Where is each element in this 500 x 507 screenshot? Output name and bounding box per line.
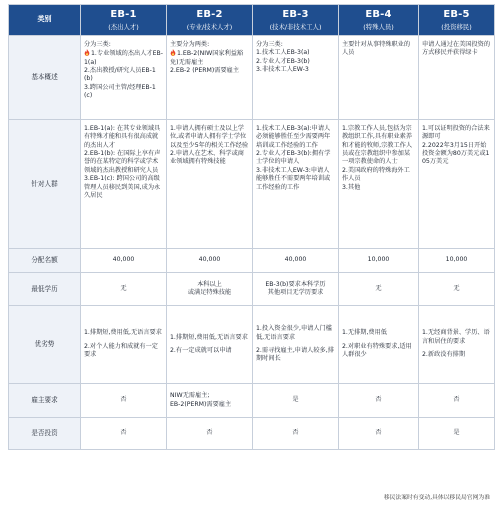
cell-line: 无 — [375, 284, 382, 292]
row-investment — [9, 418, 495, 450]
row-label: 最低学历 — [9, 273, 81, 306]
cell-investment-eb5: 是 — [419, 418, 495, 450]
cell-line: 是 — [292, 396, 299, 404]
cell-line: 申请人通过在美国投资的方式移民并获得绿卡 — [422, 41, 491, 57]
cell-line: 2.EB-2 (PERM)需要雇主 — [170, 67, 240, 75]
header-col-eb3 — [253, 5, 339, 36]
cell-target-eb2 — [167, 120, 253, 249]
cell-line-text: 1.EB-2(NIW国家利益豁免)无需雇主 — [170, 50, 244, 66]
cell-overview-eb1 — [81, 36, 167, 120]
row-label: 针对人群 — [9, 120, 81, 249]
cell-line-text: 1.专业领域的杰出人才EB-1(a) — [84, 50, 163, 66]
cell-education-eb5 — [419, 273, 495, 306]
cell-target-eb5 — [419, 120, 495, 249]
cell-pros-eb4 — [339, 306, 419, 384]
cell-line: 否 — [453, 396, 460, 404]
cell-line: 2.新政没有排期 — [422, 351, 466, 359]
cell-employer-eb1 — [81, 384, 167, 418]
header-code: EB-3 — [282, 8, 309, 20]
cell-line: 2.杰出教授/研究人员EB-1(b) — [84, 67, 156, 83]
comparison-table — [8, 4, 495, 450]
header-sub: (特殊人员) — [363, 23, 394, 32]
cell-quota-eb5: 10,000 — [419, 249, 495, 273]
header-sub: (杰出人才) — [108, 23, 139, 32]
cell-line: 3.非技术工人EW-3:申请人能够胜任不需要两年培训或工作经验的工作 — [256, 166, 331, 191]
cell-overview-eb5 — [419, 36, 495, 120]
cell-quota-eb3: 40,000 — [253, 249, 339, 273]
cell-line: 分为三类: — [256, 41, 283, 48]
cell-education-eb3 — [253, 273, 339, 306]
row-label: 优劣势 — [9, 306, 81, 384]
cell-line: 1.无排期,费用低 — [342, 329, 387, 337]
cell-line: 或满足特殊技能 — [187, 289, 232, 296]
cell-line — [84, 49, 163, 67]
row-label: 是否投资 — [9, 418, 81, 450]
row-label: 分配名额 — [9, 249, 81, 273]
row-label: 基本概述 — [9, 36, 81, 120]
cell-line: 1.技术工人EB-3(a) — [256, 49, 310, 57]
cell-employer-eb5 — [419, 384, 495, 418]
cell-line: 2.需寻找雇主,申请人较多,排期时间长 — [256, 347, 334, 363]
cell-quota-eb1: 40,000 — [81, 249, 167, 273]
cell-quota-eb4: 10,000 — [339, 249, 419, 273]
row-education — [9, 273, 495, 306]
cell-line: EB-2(PERM)需要雇主 — [170, 400, 232, 408]
cell-investment-eb3: 否 — [253, 418, 339, 450]
cell-line: 1.排期短,费用低,无语言要求 — [84, 329, 162, 337]
cell-line: 1.申请人拥有硕士及以上学位,或者申请人拥有学士学位以及至少5年的相关工作经验 — [170, 125, 249, 149]
header-sub: (专业/技术人才) — [186, 23, 233, 32]
header-code: EB-5 — [443, 8, 470, 20]
cell-line: EB-3(b)要求本科学历 — [265, 280, 326, 288]
header-row — [9, 5, 495, 36]
cell-line: 1.无经商背景、学历、语言和居住的要求 — [422, 329, 490, 345]
row-target — [9, 120, 495, 249]
row-pros-cons — [9, 306, 495, 384]
cell-target-eb3 — [253, 120, 339, 249]
header-col-eb5 — [419, 5, 495, 36]
cell-target-eb4 — [339, 120, 419, 249]
cell-line: 2.EB-1(b): 在国际上享有声誉的在某特定的科学或学术领域的杰出教授和研究人员 — [84, 150, 161, 174]
header-category: 类别 — [9, 5, 81, 36]
header-col-eb1 — [81, 5, 167, 36]
cell-line — [170, 49, 249, 67]
cell-line: 2.对职业有特殊要求,适用人群很少 — [342, 342, 412, 359]
footnote: 移民法案时有变动,具体以移民局官网为准 — [383, 495, 490, 501]
header-code: EB-1 — [110, 8, 137, 20]
cell-education-eb4 — [339, 273, 419, 306]
cell-line: 1.可以证明投资的合法来源即可 — [422, 125, 490, 141]
cell-pros-eb1 — [81, 306, 167, 384]
cell-investment-eb2: 否 — [167, 418, 253, 450]
header-col-eb4 — [339, 5, 419, 36]
cell-line: 2.专业人才EB-3(b) — [256, 57, 310, 65]
cell-line: 主要针对从事特殊职业的人员 — [342, 41, 411, 57]
cell-line: 1.技术工人EB-3(a):申请人必须能够胜任至少需要两年培训或工作经验的工作 — [256, 125, 331, 149]
cell-line: 否 — [120, 396, 127, 404]
cell-line: 2.2022年3月15日开始投资金额为80万美元或105万美元 — [422, 141, 490, 166]
cell-line: 2.专业人才EB-3(b):拥有学士学位的申请人 — [256, 150, 331, 166]
row-employer — [9, 384, 495, 418]
cell-investment-eb1: 否 — [81, 418, 167, 450]
cell-education-eb2 — [167, 273, 253, 306]
cell-line: NIW无需雇主; — [170, 392, 210, 400]
cell-target-eb1 — [81, 120, 167, 249]
row-overview — [9, 36, 495, 120]
cell-employer-eb4 — [339, 384, 419, 418]
cell-line: 其他项目无学历要求 — [267, 289, 324, 296]
cell-line: 2.美国政府的特殊海外工作人员 — [342, 166, 410, 183]
cell-line: 否 — [375, 396, 382, 404]
header-code: EB-2 — [196, 8, 223, 20]
cell-line: 3.其他 — [342, 183, 361, 191]
cell-investment-eb4: 否 — [339, 418, 419, 450]
cell-line: 2.申请人在艺术、科学或商业领域拥有特殊技能 — [170, 150, 244, 166]
cell-employer-eb3 — [253, 384, 339, 418]
cell-pros-eb3 — [253, 306, 339, 384]
cell-overview-eb2 — [167, 36, 253, 120]
cell-line: 2.对个人能力和成就有一定要求 — [84, 342, 158, 359]
header-code: EB-4 — [365, 8, 392, 20]
cell-pros-eb2 — [167, 306, 253, 384]
cell-line: 无 — [453, 284, 460, 292]
cell-line: 2.有一定成就可以申请 — [170, 347, 232, 354]
cell-quota-eb2: 40,000 — [167, 249, 253, 273]
fire-icon — [84, 49, 90, 56]
cell-line: 1.EB-1(a): 在其专业领域具有特殊才能和具有很高成就的杰出人才 — [84, 125, 161, 149]
row-quota — [9, 249, 495, 273]
cell-line: 3.跨国公司主管/经理EB-1(c) — [84, 83, 156, 100]
row-label: 雇主要求 — [9, 384, 81, 418]
fire-icon — [170, 49, 176, 56]
cell-line: 分为三类: — [84, 41, 111, 48]
header-col-eb2 — [167, 5, 253, 36]
header-sub: (投资移民) — [441, 23, 472, 32]
cell-employer-eb2 — [167, 384, 253, 418]
cell-line: 3.非技术工人EW-3 — [256, 66, 309, 74]
cell-overview-eb3 — [253, 36, 339, 120]
cell-overview-eb4 — [339, 36, 419, 120]
cell-line: 本科以上 — [197, 280, 222, 288]
cell-education-eb1 — [81, 273, 167, 306]
cell-line: 无 — [120, 284, 127, 292]
cell-line: 主要分为两类: — [170, 41, 210, 48]
cell-pros-eb5 — [419, 306, 495, 384]
cell-line: 1.排期短,费用低,无语言要求 — [170, 333, 248, 341]
cell-line: 3.EB-1(c): 跨国公司的高级管理人员移民到美国,成为永久居民 — [84, 175, 161, 199]
cell-line: 1.宗教工作人员,包括为宗教组织工作,具有职业素养和才能的牧师,宗教工作人员或在宗教组织中参加某一项宗教使命的人士 — [342, 125, 413, 166]
cell-line: 1.投入资金很少,申请人门槛低,无语言要求 — [256, 325, 332, 341]
header-sub: (技术/非技术工人) — [269, 23, 322, 32]
